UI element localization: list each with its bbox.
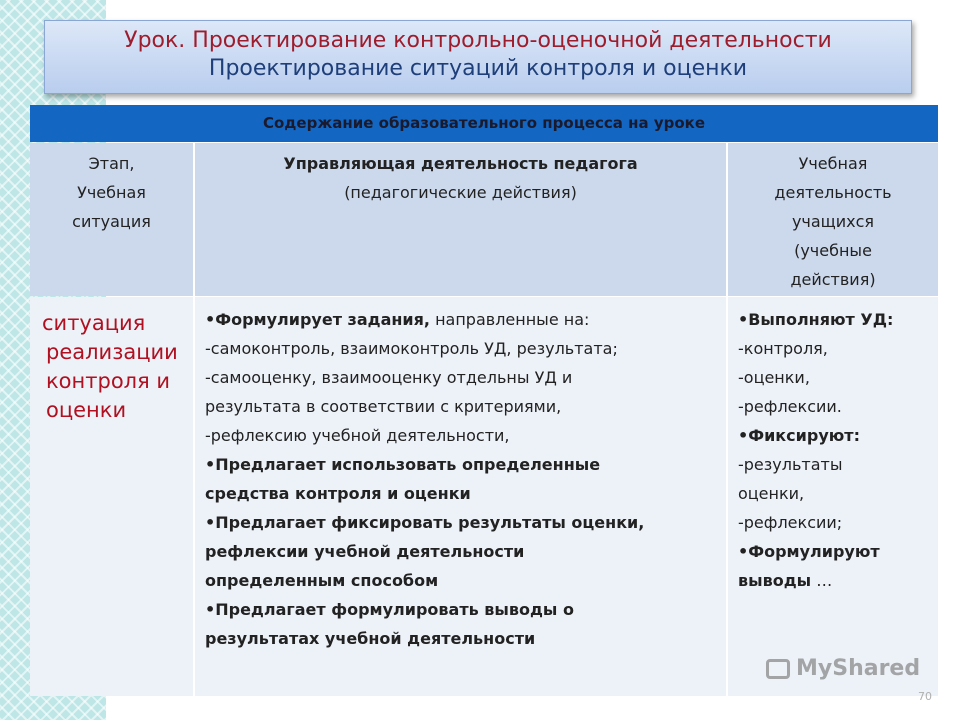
column-header-stage-line: Учебная bbox=[77, 183, 146, 202]
teacher-actions-cell bbox=[195, 297, 726, 696]
student-line: •Выполняют УД: bbox=[738, 310, 894, 329]
student-line: выводы … bbox=[738, 571, 833, 590]
table-header: Содержание образовательного процесса на уроке bbox=[30, 105, 938, 142]
page-number: 70 bbox=[918, 690, 932, 703]
stage-line: оценки bbox=[46, 398, 127, 422]
teacher-line: -самоконтроль, взаимоконтроль УД, результата; bbox=[205, 339, 618, 358]
student-line: •Фиксируют: bbox=[738, 426, 860, 445]
teacher-line: определенным способом bbox=[205, 571, 439, 590]
column-header-teacher-title: Управляющая деятельность педагога bbox=[283, 154, 638, 173]
teacher-line: •Формулирует задания, направленные на: bbox=[205, 310, 590, 329]
content-table bbox=[30, 105, 938, 696]
teacher-line: средства контроля и оценки bbox=[205, 484, 471, 503]
column-header-students-line: Учебная bbox=[798, 154, 868, 173]
column-header-stage bbox=[30, 143, 193, 296]
watermark-text: MyShared bbox=[796, 656, 921, 681]
slide-title-box bbox=[44, 20, 912, 94]
slide-subtitle: Проектирование ситуаций контроля и оценки bbox=[208, 56, 748, 81]
slide-title: Урок. Проектирование контрольно-оценочной деятельности bbox=[124, 28, 832, 53]
stage-line: ситуация bbox=[42, 311, 146, 335]
column-header-stage-line: Этап, bbox=[88, 154, 135, 173]
teacher-line: •Предлагает фиксировать результаты оценки, bbox=[205, 513, 645, 532]
student-line: -рефлексии; bbox=[738, 513, 843, 532]
student-line: -оценки, bbox=[738, 368, 810, 387]
student-line: -результаты bbox=[738, 455, 843, 474]
teacher-line: результата в соответствии с критериями, bbox=[205, 397, 562, 416]
student-line: -рефлексии. bbox=[738, 397, 842, 416]
column-header-students-line: учащихся bbox=[791, 212, 875, 231]
column-header-students-line: деятельность bbox=[774, 183, 892, 202]
column-header-teacher bbox=[195, 143, 726, 296]
column-header-teacher-subtitle: (педагогические действия) bbox=[344, 183, 577, 202]
watermark-logo bbox=[766, 656, 920, 681]
stage-cell bbox=[30, 297, 193, 696]
student-line: оценки, bbox=[738, 484, 805, 503]
stage-line: контроля и bbox=[46, 369, 171, 393]
stage-line: реализации bbox=[46, 340, 178, 364]
column-header-stage-line: ситуация bbox=[72, 212, 151, 231]
student-line: -контроля, bbox=[738, 339, 828, 358]
column-header-students-line: действия) bbox=[790, 270, 876, 289]
presentation-icon bbox=[766, 659, 790, 679]
teacher-line: -рефлексию учебной деятельности, bbox=[205, 426, 510, 445]
column-header-students-line: (учебные bbox=[794, 241, 872, 260]
teacher-line: •Предлагает использовать определенные bbox=[205, 455, 601, 474]
teacher-line: результатах учебной деятельности bbox=[205, 629, 536, 648]
student-actions-cell bbox=[728, 297, 938, 696]
student-line: •Формулируют bbox=[738, 542, 880, 561]
column-header-students bbox=[728, 143, 938, 296]
teacher-line: -самооценку, взаимооценку отдельны УД и bbox=[205, 368, 573, 387]
teacher-line: •Предлагает формулировать выводы о bbox=[205, 600, 574, 619]
teacher-line: рефлексии учебной деятельности bbox=[205, 542, 525, 561]
